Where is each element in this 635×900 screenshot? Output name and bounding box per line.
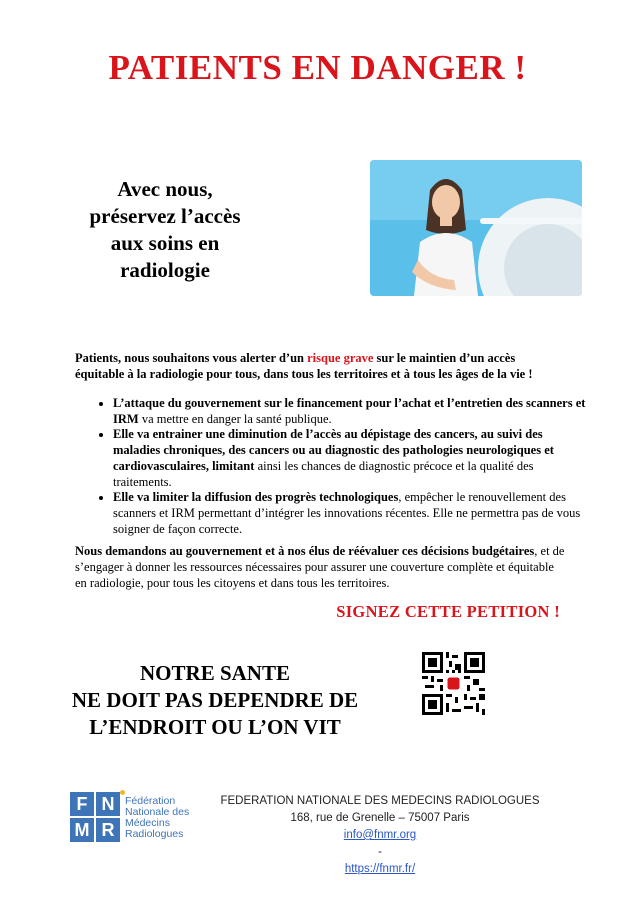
list-item [113,396,588,427]
concerns-list [95,396,588,537]
footer-separator: - [378,846,382,858]
closing-text: , et de s’engager à donner les ressources nécessaires pour assurer une couverture complète et équitable en radiologie, pour tous les citoyens et dans tous les territoires. [75,544,565,590]
slogan-line: NE DOIT PAS DEPENDRE DE [71,688,359,712]
patient-photo-illustration [370,160,582,296]
footer-org: FEDERATION NATIONALE DES MEDECINS RADIOLOGUES [220,795,540,807]
logo-tile: F [70,792,94,816]
logo-text-line: Radiologues [125,828,184,840]
closing-paragraph [75,543,565,591]
logo-text-line: Médecins [125,817,170,829]
tagline-line: aux soins en [110,231,220,255]
fnmr-logo [70,792,210,852]
logo-tile: N [96,792,120,816]
website-link[interactable]: https://fnmr.fr/ [344,863,416,875]
intro-text: Patients, nous souhaitons vous alerter d’un [75,351,308,365]
tagline-line: préservez l’accès [89,204,241,228]
qr-code-icon[interactable] [422,652,485,715]
intro-paragraph [75,350,565,382]
tagline [55,176,275,284]
logo-tile: M [70,818,94,842]
petition-call: SIGNEZ CETTE PETITION ! [336,602,560,621]
footer-address: 168, rue de Grenelle – 75007 Paris [290,812,470,824]
patient-photo [370,160,582,296]
intro-highlight: risque grave [307,351,374,365]
footer-contact [200,793,560,878]
list-item-text: va mettre en danger la santé publique. [138,411,332,426]
footer-links [200,827,560,878]
email-link[interactable]: info@fnmr.org [343,829,417,841]
logo-text-line: Fédération [125,795,176,807]
list-item [113,427,588,490]
intro-text-end: sur le maintien d’un accès équitable à la radiologie pour tous, dans tous les territoires et à tous les âges de la vie ! [75,351,533,381]
logo-text-line: Nationale des [125,806,190,818]
closing-bold: Nous demandons au gouvernement et à nos élus de réévaluer ces décisions budgétaires [75,544,535,558]
list-item-bold: Elle va limiter la diffusion des progrès technologiques [113,490,399,505]
list-item-bold: L’attaque du gouvernement sur le financement pour l’achat et l’entretien des scanners et IRM [113,396,586,426]
slogan [40,660,390,741]
slogan-line: L’ENDROIT OU L’ON VIT [89,715,341,739]
list-item-text: , empêcher le renouvellement des scanners et IRM permettant d’intégrer les innovations récentes. Elle ne permettra pas de vous soigner de façon correcte. [113,490,581,536]
tagline-line: radiologie [120,258,210,282]
list-item-text: ainsi les chances de diagnostic précoce et la qualité des traitements. [113,458,534,489]
logo-tile: R [96,818,120,842]
list-item [113,490,588,537]
list-item-bold: Elle va entrainer une diminution de l’accès au dépistage des cancers, au suivi des maladies chroniques, des cancers ou au diagnostic des pathologies neurologiques et cardiovasculaires, limitant [113,427,554,473]
qr-code-graphic [422,652,485,715]
tagline-line: Avec nous, [117,177,213,201]
slogan-line: NOTRE SANTE [140,661,290,685]
page-title: PATIENTS EN DANGER ! [108,48,527,87]
